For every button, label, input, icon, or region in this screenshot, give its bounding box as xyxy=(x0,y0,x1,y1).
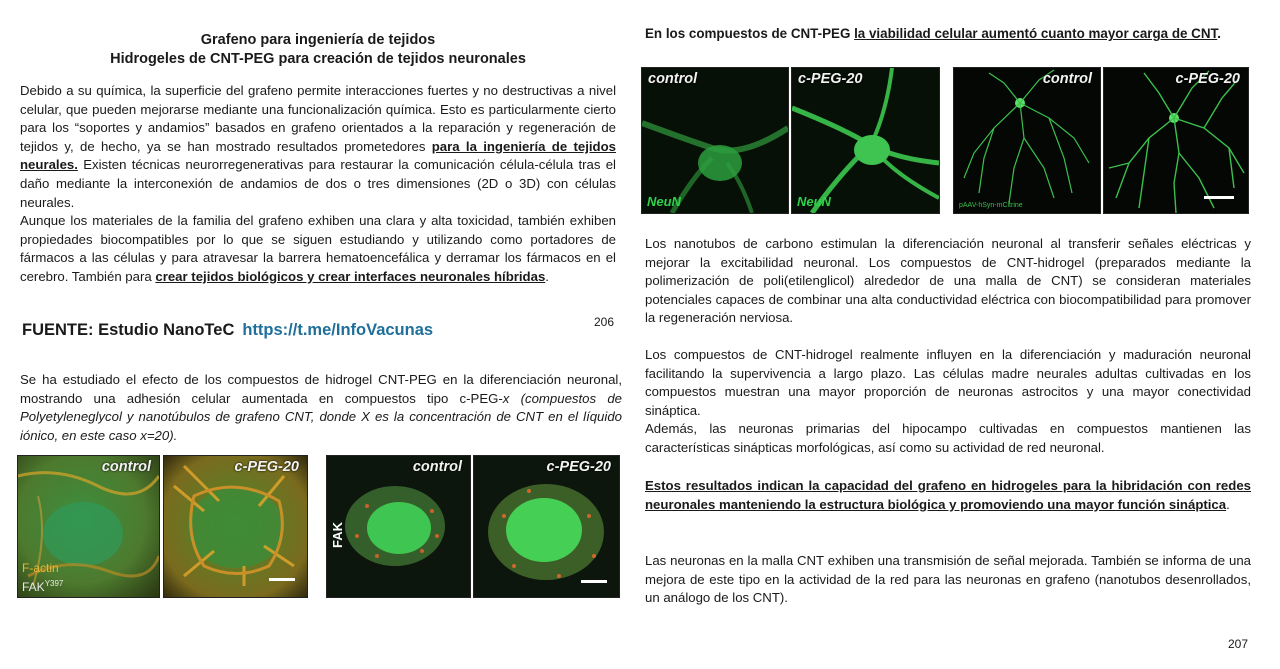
right-page xyxy=(632,0,1280,669)
label-factin: F-actin xyxy=(22,561,59,575)
label-cpeg20: c-PEG-20 xyxy=(546,459,611,475)
micrograph-neun-cpeg20 xyxy=(791,67,940,214)
label-paav: pAAV-hSyn-mCitrine xyxy=(959,202,1023,209)
micrograph-fak-control xyxy=(326,455,471,598)
scale-bar xyxy=(269,578,295,581)
label-cpeg20: c-PEG-20 xyxy=(1175,71,1240,87)
label-cpeg20: c-PEG-20 xyxy=(798,71,863,87)
label-control: control xyxy=(101,459,151,475)
micrograph-neun-control xyxy=(641,67,789,214)
label-neun: NeuN xyxy=(647,194,681,209)
stain-labels xyxy=(22,561,63,595)
page-title: Grafeno para ingeniería de tejidos xyxy=(200,32,436,48)
paragraph-cnt-peg: Se ha estudiado el efecto de los compuestos de hidrogel CNT-PEG en la diferenciación neuronal, mostrando una adhesión celular aumentada en compuestos tipo c-PEG-x (compuestos de Polyetyleneglycol y nanotúbulos de grafeno CNT, donde X es la concentración de CNT en el líquido iónico, en este caso x=20). xyxy=(20,372,622,443)
paragraph-toxicity: Aunque los materiales de la familia del grafeno exhiben una clara y alta toxicidad, también exhiben propiedades biocompatibles por lo que se siguen estudiando y utilizando como portadores de fármacos a las células y para atravesar la barrera hematoencefálica y derramar los fármacos en el cerebro. También para crear tejidos biológicos y crear interfaces neuronales híbridas. xyxy=(20,213,616,284)
source-label: FUENTE: Estudio NanoTeC xyxy=(22,321,235,339)
scale-bar xyxy=(1204,196,1234,199)
emphasis-neural-tissue: para la ingeniería de tejidos neurales. xyxy=(20,138,616,173)
left-page xyxy=(0,0,632,669)
paragraph-conclusion: Estos resultados indican la capacidad del grafeno en hidrogeles para la hibridación con redes neuronales manteniendo la estructura biológica y promoviendo una mayor función sináptica. xyxy=(645,478,1251,512)
source-link[interactable]: https://t.me/InfoVacunas xyxy=(242,321,434,339)
micrograph-fak-cpeg20 xyxy=(473,455,620,598)
paragraph-transmission: Las neuronas en la malla CNT exhiben una transmisión de señal mejorada. También se informa de una mejora de este tipo en la actividad de la red para las neuronas en grafeno (nanotubos desenrollados, un análogo de los CNT). xyxy=(645,553,1251,606)
emphasis-hybrid-interfaces: crear tejidos biológicos y crear interfaces neuronales híbridas xyxy=(155,268,546,284)
label-control: control xyxy=(1042,71,1092,87)
micrograph-hsyn-control xyxy=(953,67,1101,214)
scale-bar xyxy=(581,580,607,583)
micrograph-factin-cpeg20 xyxy=(163,455,308,598)
page-subtitle: Hidrogeles de CNT-PEG para creación de tejidos neuronales xyxy=(110,51,526,67)
micrograph-factin-control xyxy=(17,455,160,598)
label-control: control xyxy=(648,71,698,87)
page-number: 206 xyxy=(594,315,615,329)
paragraph-hippocampus: Además, las neuronas primarias del hipocampo cultivadas en compuestos mantienen las características sinápticas morfológicas, así como su actividad de red neuronal. xyxy=(645,421,1251,455)
source-line xyxy=(22,321,433,340)
micrograph-hsyn-cpeg20 xyxy=(1103,67,1249,214)
paragraph-stimulate: Los nanotubos de carbono estimulan la diferenciación neuronal al transferir señales eléctricas y mejorar la excitabilidad neuronal. Los compuestos de CNT-hidrogel (preparados mediante la polimerización de poli(etilenglicol) alrededor de una malla de CNT) se consideran materiales potenciales capaces de combinar una alta conductividad eléctrica con biocompatibilidad para promover la regeneración nerviosa. xyxy=(645,236,1251,326)
label-fak-y397: $FAK^{Y397}$ xyxy=(22,579,64,594)
label-fak: FAK xyxy=(330,522,345,548)
label-control: control xyxy=(412,459,462,475)
label-neun: NeuN xyxy=(797,194,831,209)
paragraph-intro: Debido a su química, la superficie del grafeno permite interacciones fuertes y no destructivas a nivel celular, que pueden mejorarse mediante una funcionalización química. Esto es particularmente cierto para los “soportes y andamios” basados en grafeno orientados a la reparación y regeneración de tejidos y, de hecho, ya se han mostrado resultados prometedores para la ingeniería de tejidos neurales. Existen técnicas neurorregenerativas para restaurar la comunicación célula-célula tras el daño mediante la interconexión de andamios de dos o tres dimensiones (2D o 3D) con células neurales. xyxy=(20,83,616,210)
heading-viability: En los compuestos de CNT-PEG la viabilidad celular aumentó cuanto mayor carga de CNT. xyxy=(645,26,1221,41)
page-number: 207 xyxy=(1228,637,1249,651)
label-cpeg20: c-PEG-20 xyxy=(234,459,299,475)
paragraph-maturation: Los compuestos de CNT-hidrogel realmente influyen en la diferenciación y maduración neuronal facilitando la supervivencia a largo plazo. Las células madre neurales adultas cultivadas en los compuestos muestran una mayor proporción de neuronas astrocitos y una mayor conectividad sináptica. xyxy=(645,347,1251,418)
